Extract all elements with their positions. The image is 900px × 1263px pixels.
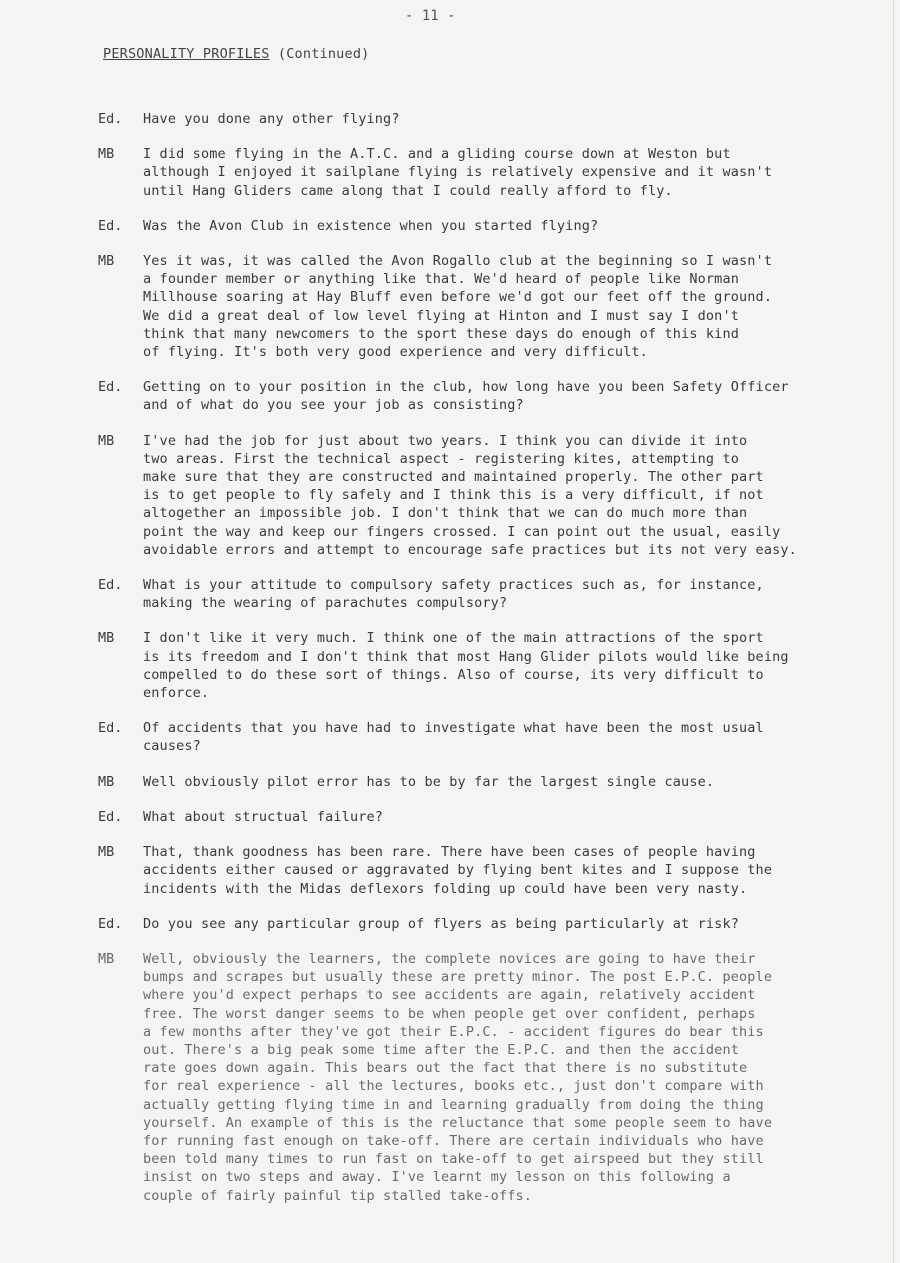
entry-text: Well, obviously the learners, the complete novices are going to have their bumps and scrapes but usually these are pretty minor. The post E.P.C. people where you'd expect perhaps to see accidents are again, relatively accident free. The worst danger seems to be when people get over confident, perhaps a few months after they've got their E.P.C. - accident figures do bear this out. There's a big peak some time after the E.P.C. and then the accident rate goes down again. This bears out the fact that there is no substitute for real experience - all the lectures, books etc., just don't compare with actually getting flying time in and learning gradually from doing the thing yourself. An example of this is the reluctance that some people seem to have for running fast enough on take-off. There are certain individuals who have been told many times to run fast on take-off to get airspeed but they still insist on two steps and away. I've learnt my lesson on this following a couple of fairly painful tip stalled take-offs. — [143, 950, 773, 1204]
heading-suffix: (Continued) — [277, 46, 370, 62]
interview-entry — [98, 145, 868, 200]
entry-text: I've had the job for just about two years. I think you can divide it into two areas. First the technical aspect - registering kites, attempting to make sure that they are constructed and maintained properly. The other part is to get people to fly safely and I think this is a very difficult, if not altogether an impossible job. I don't think that we can do much more than point the way and keep our fingers crossed. I can point out the usual, easily avoidable errors and attempt to encourage safe practices but its not very easy. — [143, 432, 797, 558]
entry-text: Of accidents that you have had to investigate what have been the most usual causes? — [143, 720, 764, 755]
speaker-label: MB — [98, 950, 115, 967]
interview-entry — [98, 843, 868, 898]
entry-text: Yes it was, it was called the Avon Rogallo club at the beginning so I wasn't a founder member or anything like that. We'd heard of people like Norman Millhouse soaring at Hay Bluff even before we'd got our feet off the ground. We did a great deal of low level flying at Hinton and I must say I don't think that many newcomers to the sport these days do enough of this kind of flying. It's both very good experience and very difficult. — [143, 253, 773, 361]
interview-entry — [98, 576, 868, 612]
interview-entry — [98, 432, 868, 559]
speaker-label: Ed. — [98, 915, 123, 932]
heading-title: PERSONALITY PROFILES — [103, 46, 270, 62]
entry-text: I don't like it very much. I think one of the main attractions of the sport is its freedom and I don't think that most Hang Glider pilots would like being compelled to do these sort of things. Also of course, its very difficult to enforce. — [143, 630, 789, 702]
speaker-label: MB — [98, 432, 115, 449]
page-number: - 11 - — [405, 8, 456, 24]
entry-text: Well obviously pilot error has to be by far the largest single cause. — [143, 773, 715, 790]
entry-text: Getting on to your position in the club, how long have you been Safety Officer and of what do you see your job as consisting? — [143, 379, 789, 414]
interview-entry — [98, 808, 868, 826]
entry-text: Do you see any particular group of flyers as being particularly at risk? — [143, 915, 739, 932]
interview-body — [98, 110, 868, 1222]
speaker-label: Ed. — [98, 720, 123, 737]
interview-entry — [98, 773, 868, 791]
speaker-label: Ed. — [98, 577, 123, 594]
speaker-label: MB — [98, 630, 115, 647]
entry-text: That, thank goodness has been rare. There have been cases of people having accidents either caused or aggravated by flying bent kites and I suppose the incidents with the Midas deflexors folding up could have been very nasty. — [143, 844, 773, 897]
interview-entry — [98, 217, 868, 235]
entry-text: What is your attitude to compulsory safety practices such as, for instance, making the wearing of parachutes compulsory? — [143, 577, 764, 612]
interview-entry — [98, 252, 868, 361]
speaker-label: Ed. — [98, 111, 123, 127]
interview-entry — [98, 629, 868, 702]
speaker-label: Ed. — [98, 379, 123, 396]
speaker-label: MB — [98, 844, 115, 861]
page-edge — [893, 0, 894, 1263]
interview-entry — [98, 915, 868, 933]
interview-entry — [98, 378, 868, 414]
interview-entry — [98, 719, 868, 755]
entry-text: Have you done any other flying? — [143, 111, 400, 127]
speaker-label: MB — [98, 146, 115, 163]
speaker-label: MB — [98, 773, 115, 790]
entry-text: I did some flying in the A.T.C. and a gliding course down at Weston but although I enjoyed it sailplane flying is relatively expensive and it wasn't until Hang Gliders came along that I could really afford to fly. — [143, 146, 773, 199]
interview-entry — [98, 950, 868, 1205]
speaker-label: MB — [98, 253, 115, 270]
speaker-label: Ed. — [98, 808, 123, 825]
speaker-label: Ed. — [98, 217, 123, 234]
page-heading — [103, 46, 370, 62]
entry-text: What about structual failure? — [143, 808, 384, 825]
interview-entry — [98, 110, 868, 128]
entry-text: Was the Avon Club in existence when you started flying? — [143, 217, 599, 234]
